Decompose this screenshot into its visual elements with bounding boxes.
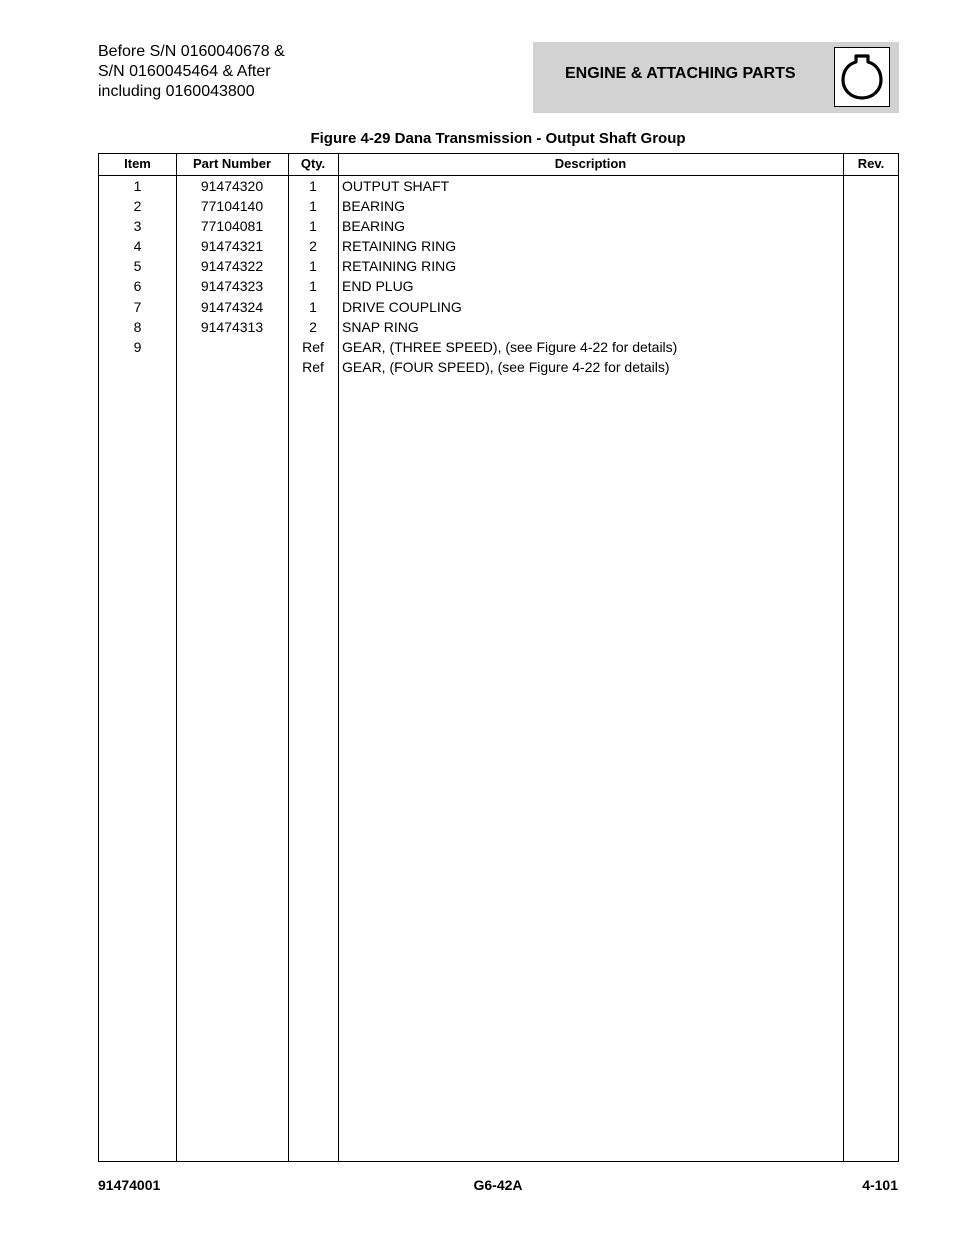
- column-header-rev: Rev.: [857, 156, 885, 171]
- serial-line: S/N 0160045464 & After: [98, 63, 271, 80]
- column-header-description: Description: [554, 156, 627, 171]
- rev-cell: [843, 236, 899, 256]
- table-row: [99, 236, 898, 256]
- item-cell: 2: [133, 198, 142, 215]
- rev-cell: [843, 176, 899, 196]
- engine-icon: [834, 47, 890, 107]
- qty-cell: Ref: [302, 358, 324, 375]
- description-cell: END PLUG: [342, 278, 414, 295]
- column-header-qty: Qty.: [300, 156, 326, 171]
- description-cell: GEAR, (FOUR SPEED), (see Figure 4-22 for details): [342, 358, 670, 375]
- part-number-cell: [176, 337, 288, 357]
- part-number-cell: 91474313: [200, 318, 264, 335]
- item-cell: 4: [133, 238, 142, 255]
- serial-line: including 0160043800: [98, 83, 255, 100]
- table-body: [99, 176, 898, 377]
- qty-cell: 1: [309, 298, 317, 315]
- description-cell: BEARING: [342, 218, 406, 235]
- description-cell: SNAP RING: [342, 318, 419, 335]
- serial-number-note: [98, 42, 285, 102]
- table-row: [99, 216, 898, 236]
- qty-cell: 1: [309, 198, 317, 215]
- part-number-cell: 77104081: [200, 218, 264, 235]
- item-cell: 8: [133, 318, 142, 335]
- part-number-cell: 91474322: [200, 258, 264, 275]
- parts-table: [98, 153, 899, 1162]
- section-title: ENGINE & ATTACHING PARTS: [565, 65, 796, 82]
- item-cell: 9: [133, 338, 142, 355]
- serial-line: Before S/N 0160040678 &: [98, 43, 285, 60]
- table-row: [99, 256, 898, 276]
- rev-cell: [843, 317, 899, 337]
- part-number-cell: 91474320: [200, 178, 264, 194]
- rev-cell: [843, 276, 899, 296]
- rev-cell: [843, 297, 899, 317]
- table-row: [99, 196, 898, 216]
- description-cell: OUTPUT SHAFT: [342, 178, 450, 194]
- column-header-item: Item: [124, 156, 151, 171]
- section-header: [533, 42, 899, 113]
- rev-cell: [843, 216, 899, 236]
- qty-cell: 1: [309, 258, 317, 275]
- part-number-cell: 91474323: [200, 278, 264, 295]
- rev-cell: [843, 337, 899, 357]
- qty-cell: 1: [309, 178, 317, 194]
- rev-cell: [843, 357, 899, 377]
- footer-page-number: 4-101: [862, 1177, 898, 1193]
- item-cell: 7: [133, 298, 142, 315]
- description-cell: RETAINING RING: [342, 238, 457, 255]
- table-row: [99, 176, 898, 196]
- description-cell: GEAR, (THREE SPEED), (see Figure 4-22 for details): [342, 338, 678, 355]
- qty-cell: 1: [309, 218, 317, 235]
- footer-document-number: 91474001: [98, 1177, 161, 1193]
- item-cell: 3: [133, 218, 142, 235]
- qty-cell: 2: [309, 318, 317, 335]
- figure-title: Figure 4-29 Dana Transmission - Output Shaft Group: [310, 130, 686, 147]
- description-cell: BEARING: [342, 198, 406, 215]
- part-number-cell: [176, 357, 288, 377]
- table-row: [99, 317, 898, 337]
- qty-cell: 2: [309, 238, 317, 255]
- rev-cell: [843, 256, 899, 276]
- qty-cell: Ref: [302, 338, 324, 355]
- part-number-cell: 77104140: [200, 198, 264, 215]
- column-header-part-number: Part Number: [192, 156, 272, 171]
- description-cell: DRIVE COUPLING: [342, 298, 462, 315]
- item-cell: 5: [133, 258, 142, 275]
- table-row: [99, 297, 898, 317]
- part-number-cell: 91474321: [200, 238, 264, 255]
- rev-cell: [843, 196, 899, 216]
- item-cell: 1: [133, 178, 142, 194]
- qty-cell: 1: [309, 278, 317, 295]
- table-row: [99, 337, 898, 357]
- footer-model: G6-42A: [473, 1177, 523, 1193]
- item-cell: [99, 357, 176, 377]
- table-row: [99, 276, 898, 296]
- description-cell: RETAINING RING: [342, 258, 457, 275]
- item-cell: 6: [133, 278, 142, 295]
- part-number-cell: 91474324: [200, 298, 264, 315]
- table-row: [99, 357, 898, 377]
